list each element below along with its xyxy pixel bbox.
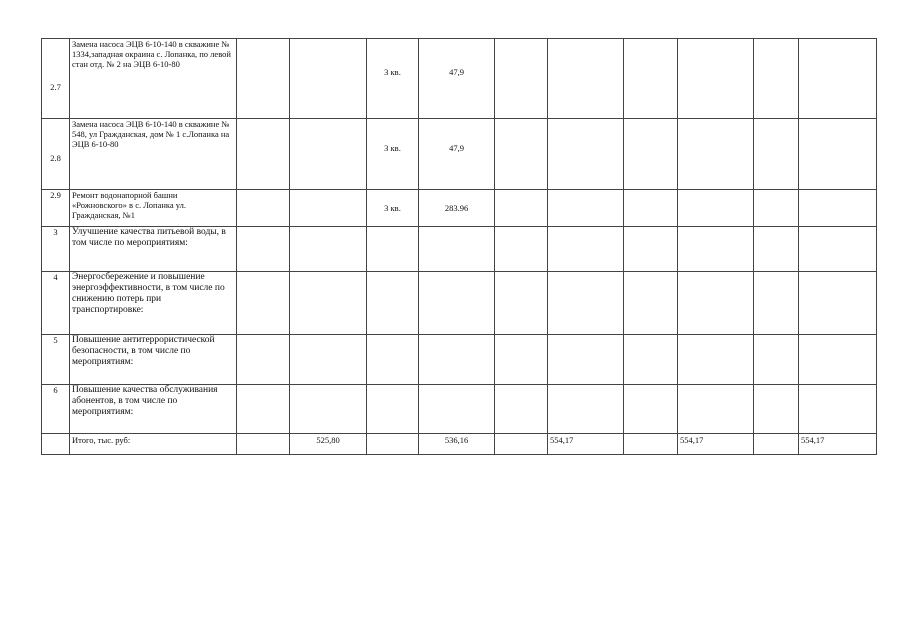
total-value-2: 536,16: [419, 434, 495, 455]
row-number: 2.8: [42, 119, 70, 190]
total-value-5: 554,17: [799, 434, 877, 455]
table-row: [42, 272, 877, 335]
total-value-3: 554,17: [548, 434, 624, 455]
budget-table: [41, 38, 877, 455]
row-number: 6: [42, 385, 70, 434]
table-row: [42, 39, 877, 119]
row-quarter: 3 кв.: [367, 190, 419, 227]
row-number: 4: [42, 272, 70, 335]
table-row: [42, 385, 877, 434]
row-description: Энергосбережение и повышение энергоэффективности, в том числе по снижению потерь при транспортировке:: [70, 272, 237, 335]
total-value-1: 525,80: [290, 434, 367, 455]
row-description: Замена насоса ЭЦВ 6-10-140 в скважине № 548, ул Гражданская, дом № 1 с.Лопанка на ЭЦВ 6-10-80: [70, 119, 237, 190]
total-label: Итого, тыс. руб:: [70, 434, 237, 455]
table-row: [42, 190, 877, 227]
row-value: 47,9: [419, 39, 495, 119]
row-description: Ремонт водонапорной башни «Рожновского» в с. Лопанка ул. Гражданская, №1: [70, 190, 237, 227]
table-row: [42, 119, 877, 190]
row-description: Улучшение качества питьевой воды, в том числе по мероприятиям:: [70, 227, 237, 272]
row-value: 47,9: [419, 119, 495, 190]
row-number: 2.7: [42, 39, 70, 119]
total-value-4: 554,17: [678, 434, 754, 455]
table-row: [42, 227, 877, 272]
row-quarter: 3 кв.: [367, 39, 419, 119]
row-value: 283.96: [419, 190, 495, 227]
total-row: [42, 434, 877, 455]
row-number: 5: [42, 335, 70, 385]
row-description: Повышение антитеррористической безопасности, в том числе по мероприятиям:: [70, 335, 237, 385]
table-row: [42, 335, 877, 385]
row-number: 3: [42, 227, 70, 272]
row-number: 2.9: [42, 190, 70, 227]
row-description: Замена насоса ЭЦВ 6-10-140 в скважине № 1334,западная окраина с. Лопанка, по левой стан отд. № 2 на ЭЦВ 6-10-80: [70, 39, 237, 119]
row-description: Повышение качества обслуживания абонентов, в том числе по мероприятиям:: [70, 385, 237, 434]
row-quarter: 3 кв.: [367, 119, 419, 190]
